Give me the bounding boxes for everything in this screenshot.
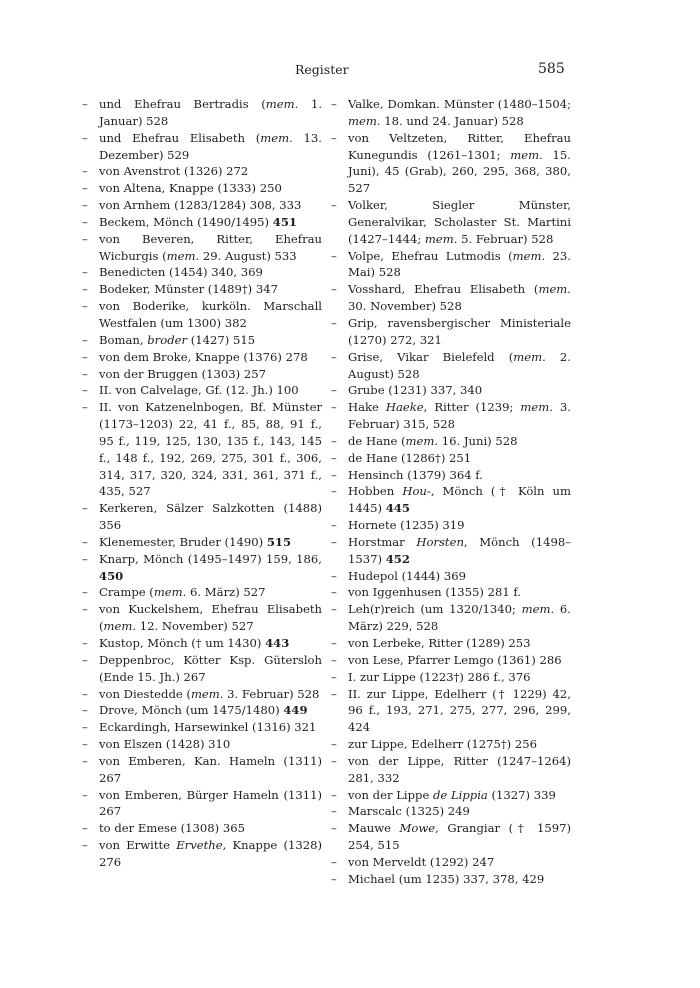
index-entry: – Hobben Hou-, Mönch († Köln um 1445) 445 <box>331 483 571 517</box>
index-entry: – Mauwe Mowe, Grangiar († 1597) 254, 515 <box>331 820 571 854</box>
index-entry: – von der Bruggen (1303) 257 <box>82 366 322 383</box>
index-entry: – von der Lippe de Lippia (1327) 339 <box>331 787 571 804</box>
page-number: 585 <box>538 61 565 77</box>
index-entry: – Boman, broder (1427) 515 <box>82 332 322 349</box>
index-entry: – von Diestedde (mem. 3. Februar) 528 <box>82 686 322 703</box>
index-entry: – von der Lippe, Ritter (1247–1264) 281, 332 <box>331 753 571 787</box>
index-entry: – Drove, Mönch (um 1475/1480) 449 <box>82 702 322 719</box>
index-entry: – von Beveren, Ritter, Ehefrau Wicburgis (mem. 29. August) 533 <box>82 231 322 265</box>
index-entry: – Michael (um 1235) 337, 378, 429 <box>331 871 571 888</box>
index-entry: – Vosshard, Ehefrau Elisabeth (mem. 30. November) 528 <box>331 281 571 315</box>
index-entry: – von Erwitte Ervethe, Knappe (1328) 276 <box>82 837 322 871</box>
index-entry: – Hudepol (1444) 369 <box>331 568 571 585</box>
index-entry: – Beckem, Mönch (1490/1495) 451 <box>82 214 322 231</box>
index-entry: – de Hane (1286†) 251 <box>331 450 571 467</box>
index-entry: – Knarp, Mönch (1495–1497) 159, 186, 450 <box>82 551 322 585</box>
index-entry: – Benedicten (1454) 340, 369 <box>82 264 322 281</box>
index-entry: – von Lese, Pfarrer Lemgo (1361) 286 <box>331 652 571 669</box>
index-entry: – von Lerbeke, Ritter (1289) 253 <box>331 635 571 652</box>
index-entry: – von Veltzeten, Ritter, Ehefrau Kunegundis (1261–1301; mem. 15. Juni), 45 (Grab), 260, 295, 368, 380, 527 <box>331 130 571 197</box>
index-entry: – Deppenbroc, Kötter Ksp. Gütersloh (Ende 15. Jh.) 267 <box>82 652 322 686</box>
index-entry: – II. zur Lippe, Edelherr († 1229) 42, 96 f., 193, 271, 275, 277, 296, 299, 424 <box>331 686 571 737</box>
index-entry: – von Boderike, kurköln. Marschall Westfalen (um 1300) 382 <box>82 298 322 332</box>
index-entry: – von Avenstrot (1326) 272 <box>82 163 322 180</box>
index-entry: – von Emberen, Kan. Hameln (1311) 267 <box>82 753 322 787</box>
index-entry: – II. von Katzenelnbogen, Bf. Münster (1173–1203) 22, 41 f., 85, 88, 91 f., 95 f., 119, 125, 130, 135 f., 143, 145 f., 148 f., 192, 269, 275, 301 f., 306, 314, 317, 320, 324, 331, 361, 371 f., 435, 527 <box>82 399 322 500</box>
index-entry: – Kerkeren, Sälzer Salzkotten (1488) 356 <box>82 500 322 534</box>
index-column-left <box>82 96 322 871</box>
index-entry: – zur Lippe, Edelherr (1275†) 256 <box>331 736 571 753</box>
index-entry: – Hake Haeke, Ritter (1239; mem. 3. Februar) 315, 528 <box>331 399 571 433</box>
index-entry: – II. von Calvelage, Gf. (12. Jh.) 100 <box>82 382 322 399</box>
running-title: Register <box>295 62 349 77</box>
index-entry: – von Emberen, Bürger Hameln (1311) 267 <box>82 787 322 821</box>
index-entry: – Leh(r)reich (um 1320/1340; mem. 6. März) 229, 528 <box>331 601 571 635</box>
index-entry: – Hensinch (1379) 364 f. <box>331 467 571 484</box>
index-entry: – Grip, ravensbergischer Ministeriale (1270) 272, 321 <box>331 315 571 349</box>
index-entry: – von Merveldt (1292) 247 <box>331 854 571 871</box>
index-entry: – von Altena, Knappe (1333) 250 <box>82 180 322 197</box>
index-entry: – Bodeker, Münster (1489†) 347 <box>82 281 322 298</box>
index-entry: – Horstmar Horsten, Mönch (1498–1537) 452 <box>331 534 571 568</box>
index-entry: – Marscalc (1325) 249 <box>331 803 571 820</box>
index-entry: – I. zur Lippe (1223†) 286 f., 376 <box>331 669 571 686</box>
index-entry: – Crampe (mem. 6. März) 527 <box>82 584 322 601</box>
index-entry: – von Kuckelshem, Ehefrau Elisabeth (mem. 12. November) 527 <box>82 601 322 635</box>
index-entry: – von Iggenhusen (1355) 281 f. <box>331 584 571 601</box>
index-entry: – und Ehefrau Bertradis (mem. 1. Januar) 528 <box>82 96 322 130</box>
index-entry: – de Hane (mem. 16. Juni) 528 <box>331 433 571 450</box>
index-entry: – von dem Broke, Knappe (1376) 278 <box>82 349 322 366</box>
index-entry: – Hornete (1235) 319 <box>331 517 571 534</box>
index-entry: – Klenemester, Bruder (1490) 515 <box>82 534 322 551</box>
index-entry: – to der Emese (1308) 365 <box>82 820 322 837</box>
index-entry: – Grube (1231) 337, 340 <box>331 382 571 399</box>
index-entry: – und Ehefrau Elisabeth (mem. 13. Dezember) 529 <box>82 130 322 164</box>
index-entry: – Volpe, Ehefrau Lutmodis (mem. 23. Mai) 528 <box>331 248 571 282</box>
index-entry: – Volker, Siegler Münster, Generalvikar, Scholaster St. Martini (1427–1444; mem. 5. Februar) 528 <box>331 197 571 248</box>
index-column-right <box>331 96 571 888</box>
index-entry: – Eckardingh, Harsewinkel (1316) 321 <box>82 719 322 736</box>
index-entry: – Grise, Vikar Bielefeld (mem. 2. August) 528 <box>331 349 571 383</box>
index-entry: – von Arnhem (1283/1284) 308, 333 <box>82 197 322 214</box>
running-head <box>0 62 700 82</box>
index-entry: – Kustop, Mönch († um 1430) 443 <box>82 635 322 652</box>
index-entry: – von Elszen (1428) 310 <box>82 736 322 753</box>
index-entry: – Valke, Domkan. Münster (1480–1504; mem. 18. und 24. Januar) 528 <box>331 96 571 130</box>
